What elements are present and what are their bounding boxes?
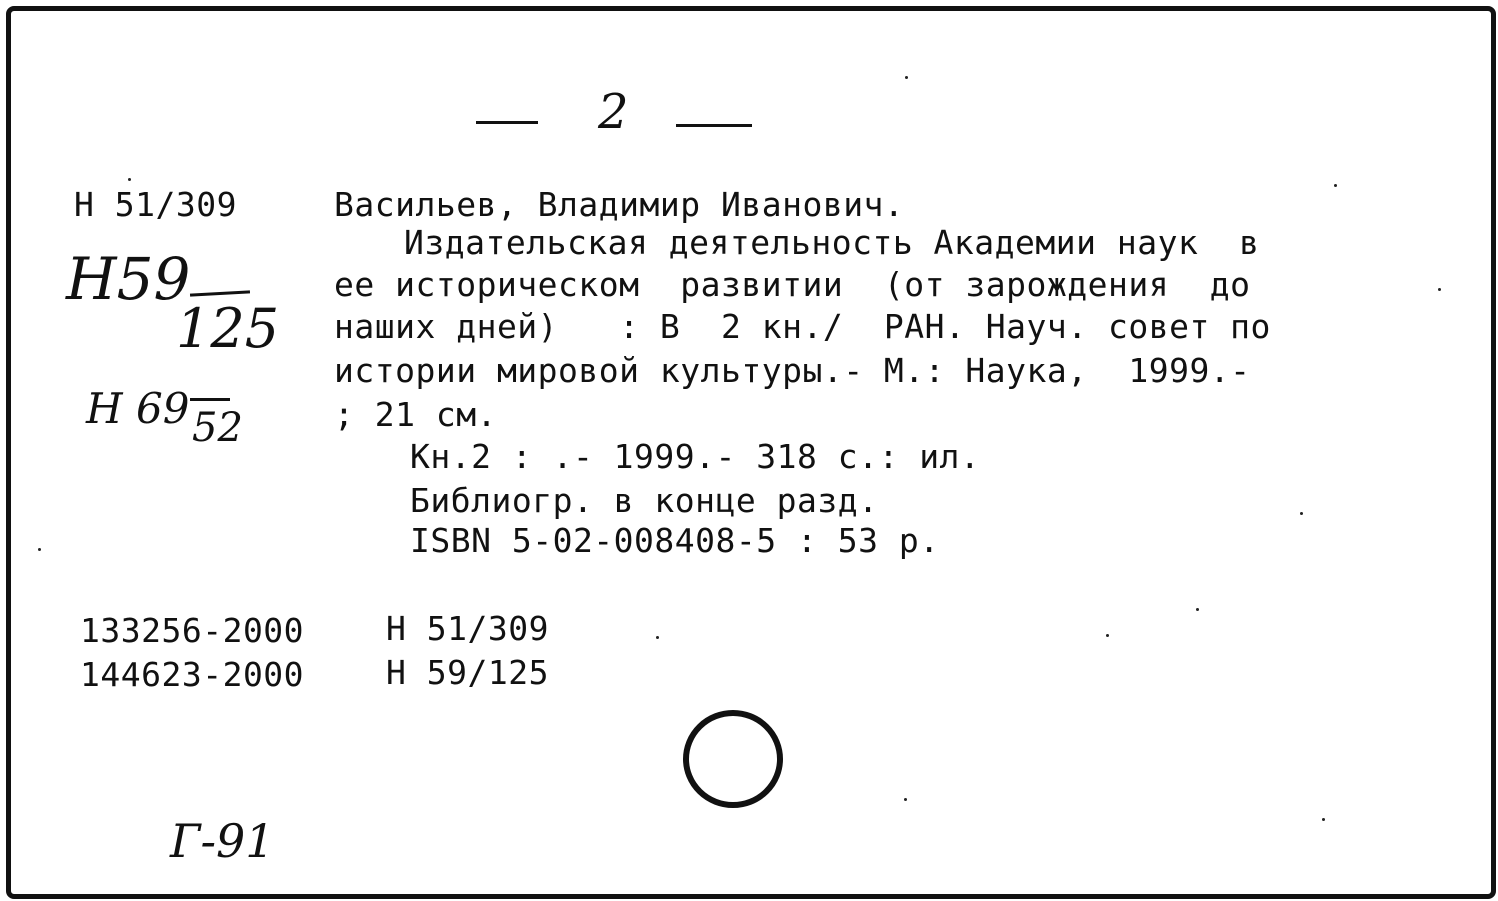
shelf-mark-1-bottom: 125 <box>176 297 280 360</box>
shelf-mark-2-line <box>190 398 230 401</box>
record-isbn: ISBN 5-02-008408-5 : 53 р. <box>410 521 940 560</box>
record-bibliography: Библиогр. в конце разд. <box>410 481 879 520</box>
shelf-mark-2-top: Н 69 <box>86 384 190 433</box>
inventory-shelf-1: Н 51/309 <box>386 609 549 648</box>
scan-speck <box>656 636 659 639</box>
scan-speck <box>1438 288 1441 291</box>
record-author: Васильев, Владимир Иванович. <box>334 185 905 224</box>
record-title-line-4: истории мировой культуры.- М.: Наука, 1999.- <box>334 351 1251 390</box>
scan-speck <box>1334 184 1337 187</box>
shelf-mark-1-top: Н59 <box>66 245 191 313</box>
shelf-mark-2-bottom: 52 <box>192 405 243 451</box>
record-title-line-3: наших дней) : В 2 кн./ РАН. Науч. совет по <box>334 307 1271 346</box>
scan-speck <box>1322 818 1325 821</box>
scan-speck <box>1106 634 1109 637</box>
page-number-dash-left <box>476 121 538 124</box>
punch-hole-icon <box>678 704 788 814</box>
scan-speck <box>1196 608 1199 611</box>
scan-speck <box>905 76 908 79</box>
scan-speck <box>128 178 131 181</box>
page-number-dash-right <box>676 124 752 127</box>
scan-speck <box>1300 512 1303 515</box>
record-title-line-2: ее историческом развитии (от зарождения до <box>334 265 1251 304</box>
record-title-line-5: ; 21 см. <box>334 395 497 434</box>
inventory-number-2: 144623-2000 <box>80 655 305 694</box>
inventory-shelf-2: Н 59/125 <box>386 653 549 692</box>
record-volume: Кн.2 : .- 1999.- 318 с.: ил. <box>410 437 981 476</box>
scan-speck <box>904 798 907 801</box>
call-number: Н 51/309 <box>74 185 237 224</box>
corner-mark: Г-91 <box>170 814 275 868</box>
inventory-number-1: 133256-2000 <box>80 611 305 650</box>
record-title-line-1: Издательская деятельность Академии наук в <box>404 223 1260 262</box>
scan-speck <box>38 548 41 551</box>
page-number: 2 <box>598 84 629 140</box>
